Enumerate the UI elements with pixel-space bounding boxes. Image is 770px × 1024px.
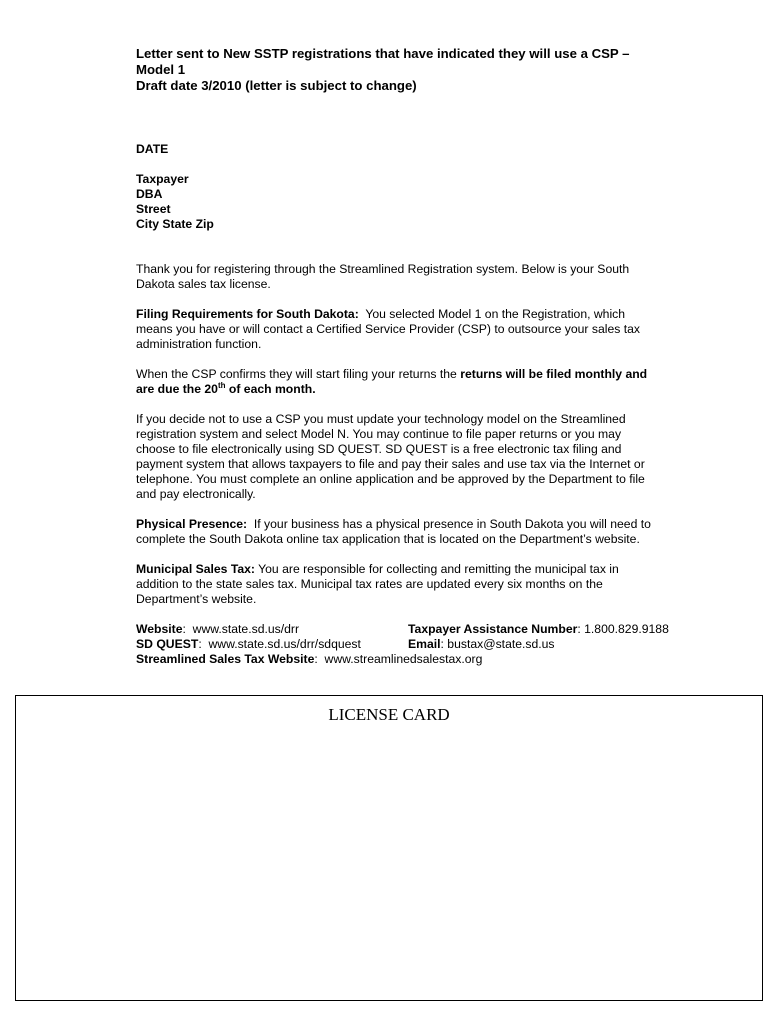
csp-confirm-text: When the CSP confirms they will start filing your returns the <box>136 367 461 381</box>
address-taxpayer: Taxpayer <box>136 172 189 186</box>
filing-requirements-paragraph <box>136 307 696 352</box>
intro-line-1: Thank you for registering through the Streamlined Registration system. Below is your South <box>136 262 630 276</box>
no-csp-line-2: registration system and select Model N. You may continue to file paper returns or you may <box>136 427 622 441</box>
csp-confirm-bold-3: of each month. <box>225 382 316 396</box>
municipal-line-2: addition to the state sales tax. Municipal tax rates are updated every six months on the <box>136 577 603 591</box>
csp-confirm-bold-1: returns will be filed monthly and <box>460 367 648 381</box>
municipal-tax-label: Municipal Sales Tax: <box>136 562 255 576</box>
no-csp-line-6: and pay electronically. <box>136 487 256 501</box>
intro-line-2: Dakota sales tax license. <box>136 277 271 291</box>
sd-quest-label: SD QUEST <box>136 637 199 651</box>
assistance-number-label: Taxpayer Assistance Number <box>408 622 578 636</box>
filing-line-2: means you have or will contact a Certified Service Provider (CSP) to outsource your sales tax <box>136 322 640 336</box>
streamlined-website-link[interactable]: : www.streamlinedsalestax.org <box>314 652 483 666</box>
letter-body <box>136 46 696 667</box>
no-csp-line-4: payment system that allows taxpayers to file and pay their sales and use tax via the Internet or <box>136 457 645 471</box>
sd-quest-link[interactable]: : www.state.sd.us/drr/sdquest <box>198 637 361 651</box>
website-link[interactable]: : www.state.sd.us/drr <box>182 622 300 636</box>
address-dba: DBA <box>136 187 163 201</box>
filing-line-1: You selected Model 1 on the Registration, which <box>358 307 626 321</box>
website-label: Website <box>136 622 183 636</box>
address-street: Street <box>136 202 171 216</box>
municipal-line-3: Department’s website. <box>136 592 257 606</box>
no-csp-line-1: If you decide not to use a CSP you must update your technology model on the Streamlined <box>136 412 626 426</box>
address-block <box>136 172 696 232</box>
no-csp-line-3: choose to file electronically using SD QUEST. SD QUEST is a free electronic tax filing and <box>136 442 622 456</box>
filing-requirements-label: Filing Requirements for South Dakota: <box>136 307 359 321</box>
physical-presence-paragraph <box>136 517 696 547</box>
heading-line-3: Draft date 3/2010 (letter is subject to change) <box>136 78 417 93</box>
physical-line-2: complete the South Dakota online tax application that is located on the Department’s website. <box>136 532 640 546</box>
municipal-line-1: You are responsible for collecting and remitting the municipal tax in <box>254 562 619 576</box>
license-card-box <box>15 695 763 1001</box>
streamlined-website-label: Streamlined Sales Tax Website <box>136 652 315 666</box>
letter-heading <box>136 46 696 94</box>
filing-line-3: administration function. <box>136 337 262 351</box>
email-link[interactable]: : bustax@state.sd.us <box>440 637 555 651</box>
no-csp-line-5: telephone. You must complete an online application and be approved by the Department to file <box>136 472 645 486</box>
license-card-title: LICENSE CARD <box>328 705 450 724</box>
physical-presence-label: Physical Presence: <box>136 517 248 531</box>
csp-confirm-superscript: th <box>217 381 226 390</box>
heading-line-2: Model 1 <box>136 62 186 77</box>
no-csp-paragraph <box>136 412 696 502</box>
email-label: Email <box>408 637 441 651</box>
address-city-state-zip: City State Zip <box>136 217 214 231</box>
physical-line-1: If your business has a physical presence in South Dakota you will need to <box>247 517 651 531</box>
heading-line-1: Letter sent to New SSTP registrations that have indicated they will use a CSP – <box>136 46 630 61</box>
assistance-number-value: : 1.800.829.9188 <box>577 622 669 636</box>
intro-paragraph <box>136 262 696 292</box>
contact-info <box>136 622 696 667</box>
csp-confirm-bold-2: are due the 20 <box>136 382 218 396</box>
municipal-tax-paragraph <box>136 562 696 607</box>
csp-confirm-paragraph <box>136 367 696 397</box>
date-placeholder: DATE <box>136 142 169 156</box>
